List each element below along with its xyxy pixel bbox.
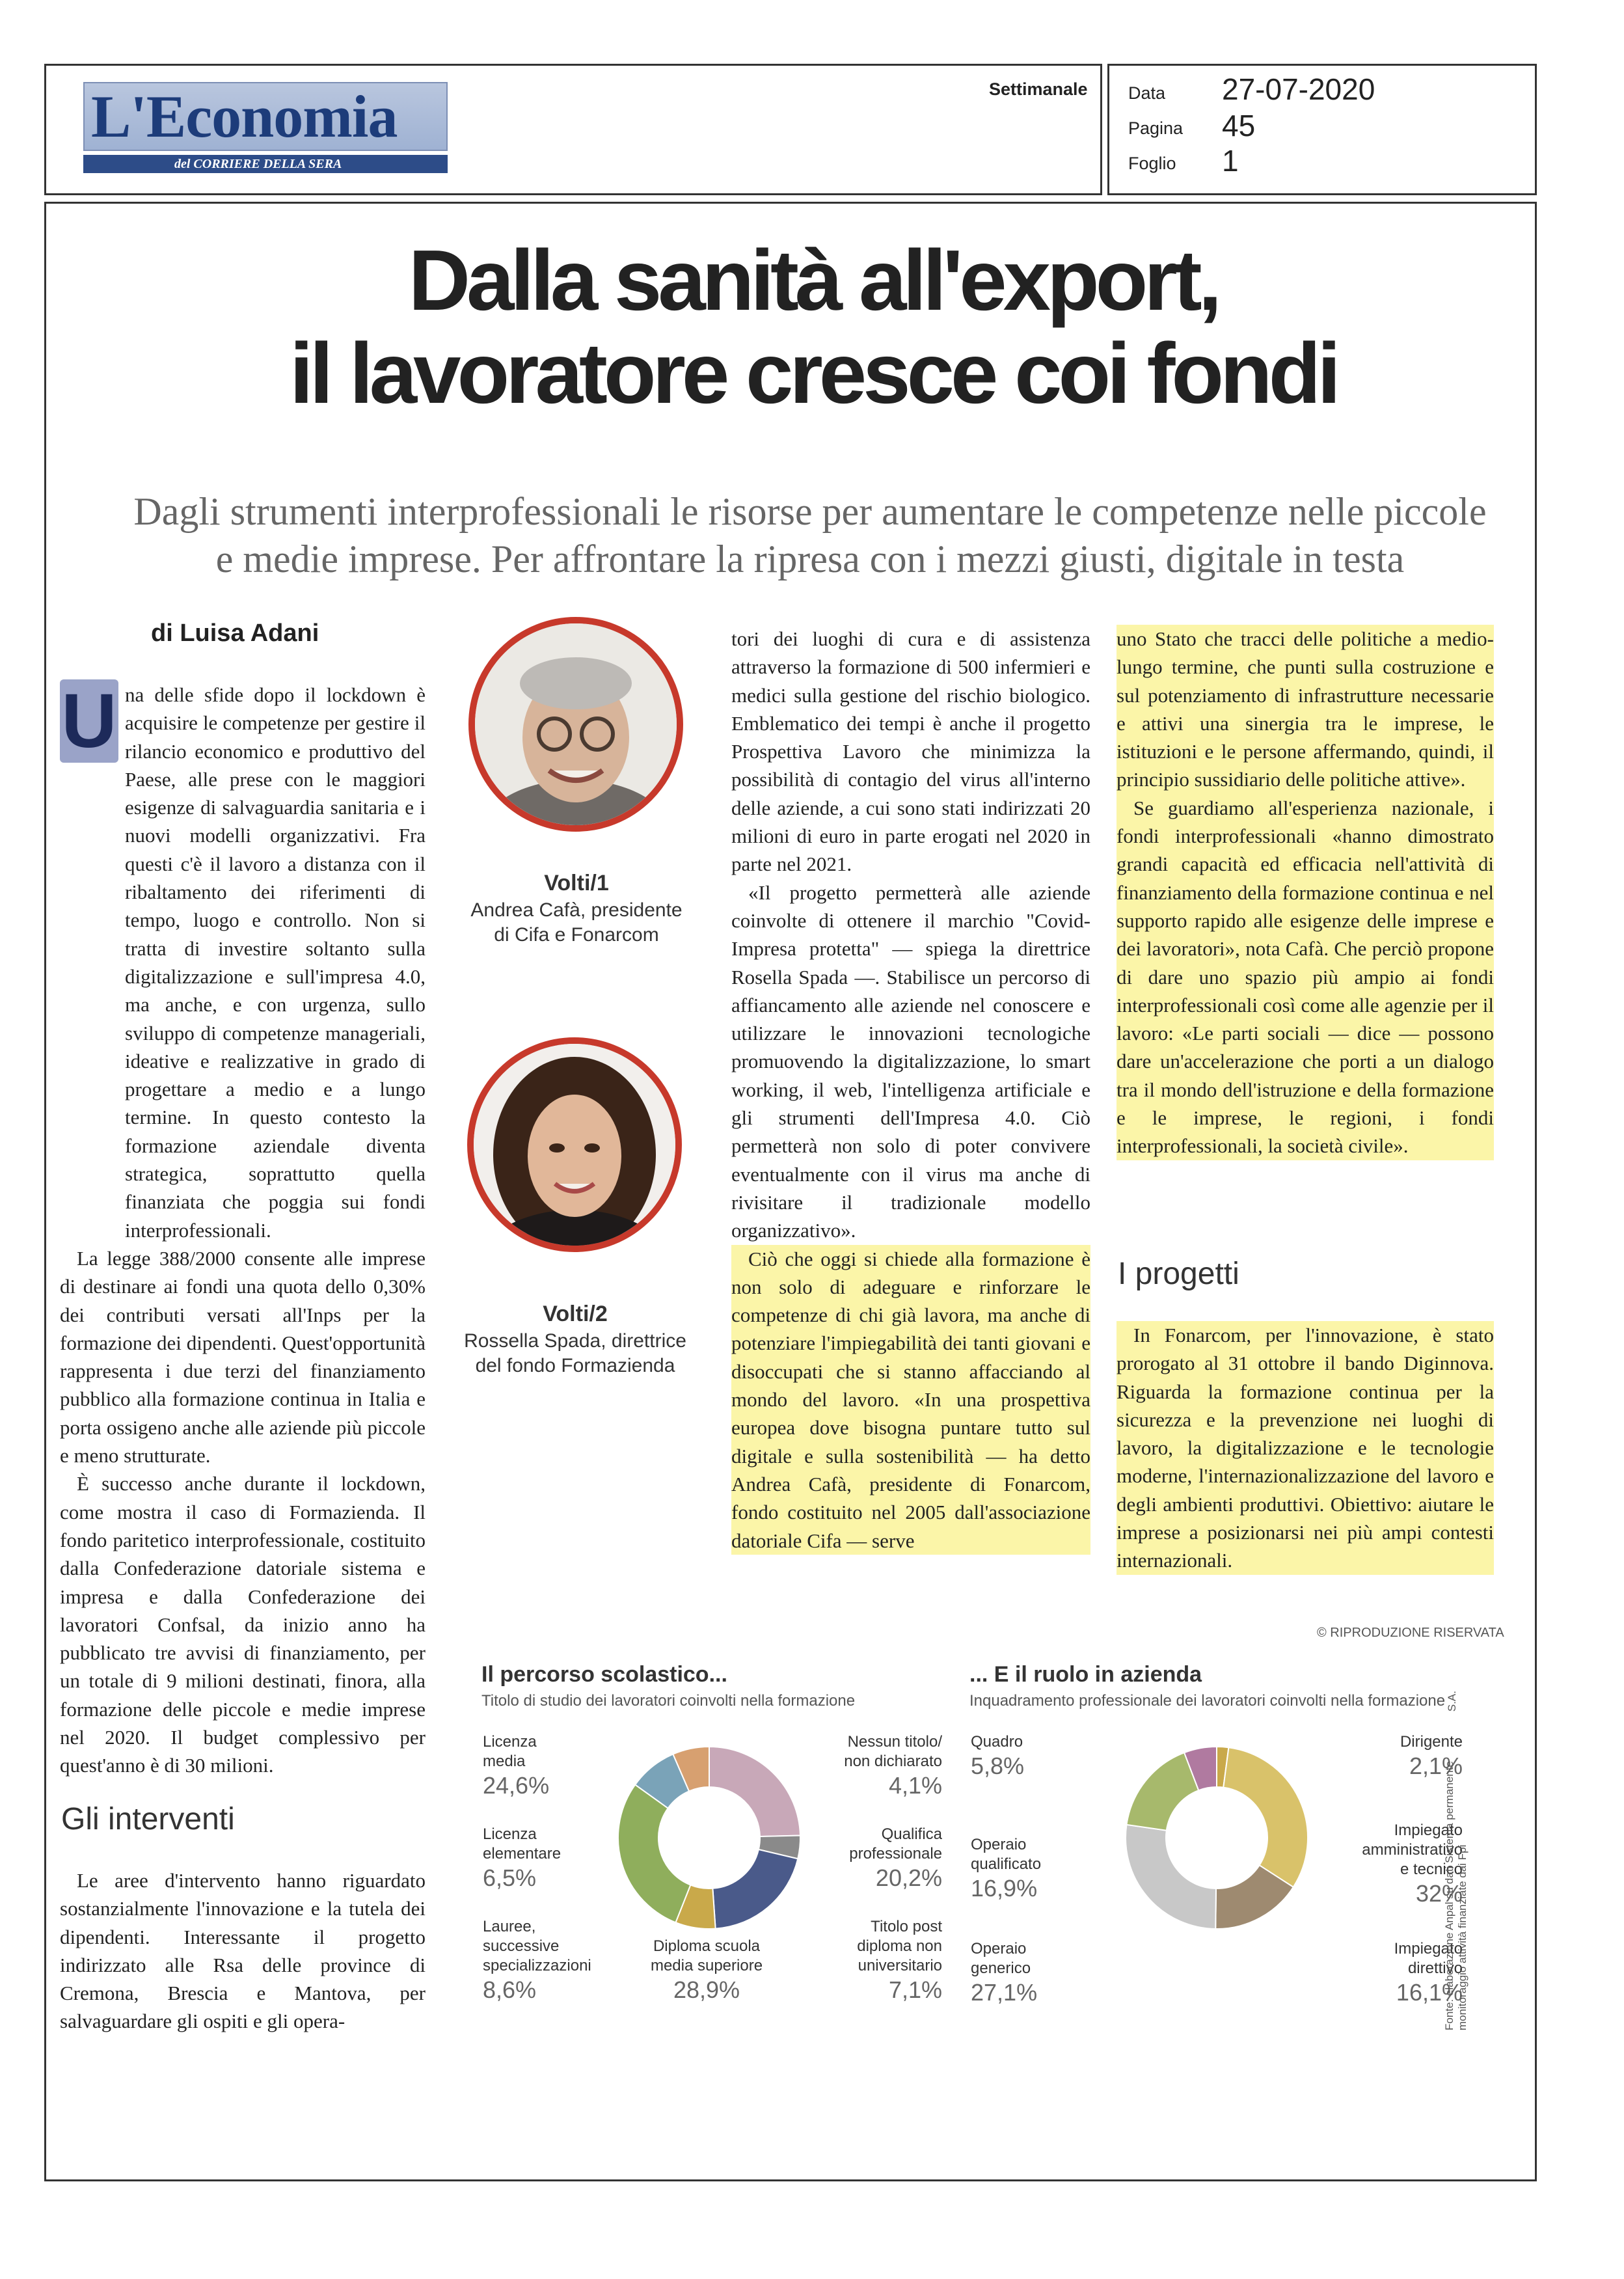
chart-source: Fonte: elaborazione Anpal su dati Sistema permanente monitoraggio attività finanziate dai Fpi <box>1443 1761 1468 2030</box>
page-value: 45 <box>1222 109 1256 143</box>
chart-label: Titolo post diploma non universitario 7,1% <box>857 1918 942 2003</box>
column-1 <box>60 681 426 1780</box>
date-value: 27-07-2020 <box>1222 72 1375 106</box>
byline: di Luisa Adani <box>151 620 319 647</box>
caption-line: di Cifa e Fonarcom <box>494 924 659 946</box>
paragraph: La legge 388/2000 consente alle imprese di destinare ai fondi una quota dello 0,30% dei contributi versati all'Inps per la formazione dei dipendenti. Quest'opportunità rappresenta i due terzi del finanziamento pubblico alla formazione continua in Italia e porta ossigeno anche alle aziende più piccole e meno strutturate. <box>60 1246 426 1467</box>
masthead-logo <box>83 82 448 177</box>
chart-label: Impiegato amministrativo e tecnico 32% <box>1362 1822 1463 1907</box>
chart-label: Quadro 5,8% <box>971 1733 1025 1779</box>
portrait-caption-2 <box>432 1302 718 1378</box>
paragraph: È successo anche durante il lockdown, come mostra il caso di Formazienda. Il fondo paritetico interprofessionale, costituito dalla Confederazione datoriale sistema e impresa e dalla Confederazione dei lavoratori Confsal, da inizio anno ha pubblicato tre avvisi di finanziamento, per un totale di 9 milioni destinati, finora, alla formazione delle piccole e medie imprese nel 2020. Il budget complessivo per quest'anno è di 30 milioni. <box>60 1472 426 1777</box>
column-4-continued <box>1116 1321 1494 1575</box>
portrait-title: Volti/1 <box>544 871 609 895</box>
paragraph: «Il progetto permetterà alle aziende coinvolte di ottenere il marchio "Covid-Impresa protetta" — spiega la direttrice Rosella Spada —. Stabilisce un percorso di affiancamento alle aziende nel conoscere e utilizzare le innovazioni tecnologiche promuovendo la digitalizzazione, lo smart working, il web, l'intelligenza artificiale e gli strumenti dell'Impresa 4.0. Ciò permetterà non solo di poter convivere eventualmente con il virus ma anche di rivisitare il tradizionale modello organizzativo». <box>731 880 1090 1242</box>
paragraph-highlighted: Ciò che oggi si chiede alla formazione è non solo di adeguare e rinforzare le competenze di chi già lavora, ma anche di potenziare l'impiegabilità dei tanti giovani e disoccupati che si stanno affacciando al mondo del lavoro. «In una prospettiva europea dove bisogna puntare tutto sul digitale e sulla sostenibilità — ha detto Andrea Cafà, presidente di Fonarcom, fondo costituito nel 2005 dall'associazione datoriale Cifa — serve <box>731 1245 1090 1555</box>
donut-slice-0 <box>709 1747 800 1836</box>
caption-line: del fondo Formazienda <box>475 1355 675 1376</box>
chart-subtitle-1: Titolo di studio dei lavoratori coinvolti nella formazione <box>481 1692 856 1710</box>
donut-slice-4 <box>618 1784 690 1922</box>
column-4 <box>1116 625 1494 1160</box>
sheet-value: 1 <box>1222 144 1239 178</box>
section-heading-interventi: Gli interventi <box>61 1802 235 1836</box>
subtitle-line-2: e medie imprese. Per affrontare la ripresa con i mezzi giusti, digitale in testa <box>215 538 1405 581</box>
subtitle-line-1: Dagli strumenti interprofessionali le risorse per aumentare le competenze nelle piccole <box>133 490 1487 533</box>
chart-label: Impiegato direttivo 16,1% <box>1394 1940 1463 2006</box>
donut-slice-4 <box>1126 1753 1198 1831</box>
column-3 <box>731 625 1090 1555</box>
copyright-notice: © RIPRODUZIONE RISERVATA <box>1317 1626 1504 1640</box>
section-heading-progetti: I progetti <box>1118 1257 1239 1291</box>
chart-label: Licenza media 24,6% <box>483 1733 550 1799</box>
chart-label: Operaio generico 27,1% <box>971 1940 1038 2006</box>
article-subtitle <box>52 488 1568 583</box>
donut-slice-2 <box>712 1849 798 1929</box>
chart-subtitle-2: Inquadramento professionale dei lavoratori coinvolti nella formazione <box>969 1692 1446 1710</box>
portrait-andrea-cafa <box>468 617 683 832</box>
logo-subtitle: del CORRIERE DELLA SERA <box>83 155 448 173</box>
chart-label: Licenza elementare 6,5% <box>483 1825 562 1891</box>
paragraph: na delle sfide dopo il lockdown è acquisire le competenze per gestire il rilancio economico e produttivo del Paese, alle prese con le maggiori esigenze di salvaguardia sanitaria e i nuovi modelli organizzativi. Fra questi c'è il lavoro a distanza con il ribaltamento dei riferimenti di tempo, luogo e controllo. Non si tratta di investire soltanto sulla digitalizzazione e sull'impresa 4.0, ma anche, e con urgenza, sullo sviluppo di competenze manageriali, ideative e realizzative in grado di progettare a medio e a lungo termine. In questo contesto la formazione aziendale diventa strategica, soprattutto quella finanziata che poggia sui fondi interprofessionali. <box>125 683 426 1242</box>
donut-slice-3 <box>1126 1825 1216 1929</box>
chart-label: Lauree, successive specializzazioni 8,6% <box>483 1918 591 2003</box>
chart-title-2: ... E il ruolo in azienda <box>969 1662 1202 1687</box>
portrait-caption-1 <box>433 871 720 948</box>
headline-line-2: il lavoratore cresce coi fondi <box>290 325 1337 421</box>
chart-label: Diploma scuola media superiore 28,9% <box>650 1937 763 2003</box>
frequency-label: Settimanale <box>989 79 1088 99</box>
portrait-rossella-spada <box>467 1037 682 1252</box>
chart-label: Dirigente 2,1% <box>1400 1733 1463 1779</box>
charts-infographic <box>468 1662 1496 2053</box>
column-1-continued <box>60 1866 426 2036</box>
paragraph: tori dei luoghi di cura e di assistenza attraverso la formazione di 500 infermieri e medici sulla gestione del rischio biologico. Emblematico dei tempi è anche il progetto Prospettiva Lavoro che minimizza la possibilità di contagio del virus all'interno delle aziende, a cui sono stati indirizzati 20 milioni di euro in parte erogati nel 2020 in parte nel 2021. <box>731 627 1090 876</box>
paragraph-highlighted: uno Stato che tracci delle politiche a medio-lungo termine, che punti sulla costruzione e sul potenziamento di infrastrutture necessarie e attivi una sinergia tra le imprese, le istituzioni e le persone affermando, quindi, il principio sussidiario delle politiche attive». <box>1116 625 1494 794</box>
caption-line: Andrea Cafà, presidente <box>470 899 683 921</box>
date-label: Data <box>1128 83 1166 103</box>
chart-label: Operaio qualificato 16,9% <box>971 1836 1042 1902</box>
portrait-photo <box>474 1044 675 1246</box>
headline-line-1: Dalla sanità all'export, <box>408 232 1219 328</box>
paragraph-highlighted: Se guardiamo all'esperienza nazionale, i fondi interprofessionali «hanno dimostrato grandi capacità ed efficacia nell'attività di finanziamento della formazione continua e nel supporto rapido alle esigenze delle imprese e dei lavoratori», nota Cafà. Che perciò propone di dare uno spazio più ampio ai fondi interprofessionali così come alle agenzie per il lavoro: «Le parti sociali — dice — possono dare un'accelerazione che porti a un dialogo tra il mondo dell'istruzione e della formazione e le imprese, le regioni, i fondi interprofessionali, la società civile». <box>1116 794 1494 1160</box>
caption-line: Rossella Spada, direttrice <box>464 1330 686 1352</box>
donut-slice-1 <box>1223 1747 1308 1887</box>
page-label: Pagina <box>1128 118 1184 138</box>
chart-initials: S.A. <box>1446 1691 1458 1712</box>
drop-cap: U <box>60 679 118 763</box>
logo-text: L'Economia <box>91 83 398 150</box>
chart-title-1: Il percorso scolastico... <box>481 1662 727 1687</box>
paragraph: Le aree d'intervento hanno riguardato sostanzialmente l'innovazione e la tutela dei dipendenti. Interessante il progetto indirizzato alle Rsa delle province di Cremona, Brescia e Mantova, per salvaguardare gli ospiti e gli opera- <box>60 1869 426 2033</box>
chart-label: Qualifica professionale 20,2% <box>849 1825 942 1891</box>
sheet-label: Foglio <box>1128 154 1176 173</box>
donut-chart-education <box>612 1740 807 1935</box>
article-headline <box>65 234 1562 420</box>
chart-label: Nessun titolo/ non dichiarato 4,1% <box>844 1733 942 1799</box>
portrait-photo <box>475 623 677 825</box>
portrait-title: Volti/2 <box>543 1302 608 1326</box>
donut-chart-role <box>1119 1740 1314 1935</box>
paragraph-highlighted: In Fonarcom, per l'innovazione, è stato prorogato al 31 ottobre il bando Diginnova. Riguarda la formazione continua per la sicurezza e la prevenzione nei luoghi di lavoro, la digitalizzazione e le tecnologie moderne, l'internazionalizzazione del lavoro e degli ambienti produttivi. Obiettivo: aiutare le imprese a posizionarsi nei più ampi contesti internazionali. <box>1116 1321 1494 1575</box>
